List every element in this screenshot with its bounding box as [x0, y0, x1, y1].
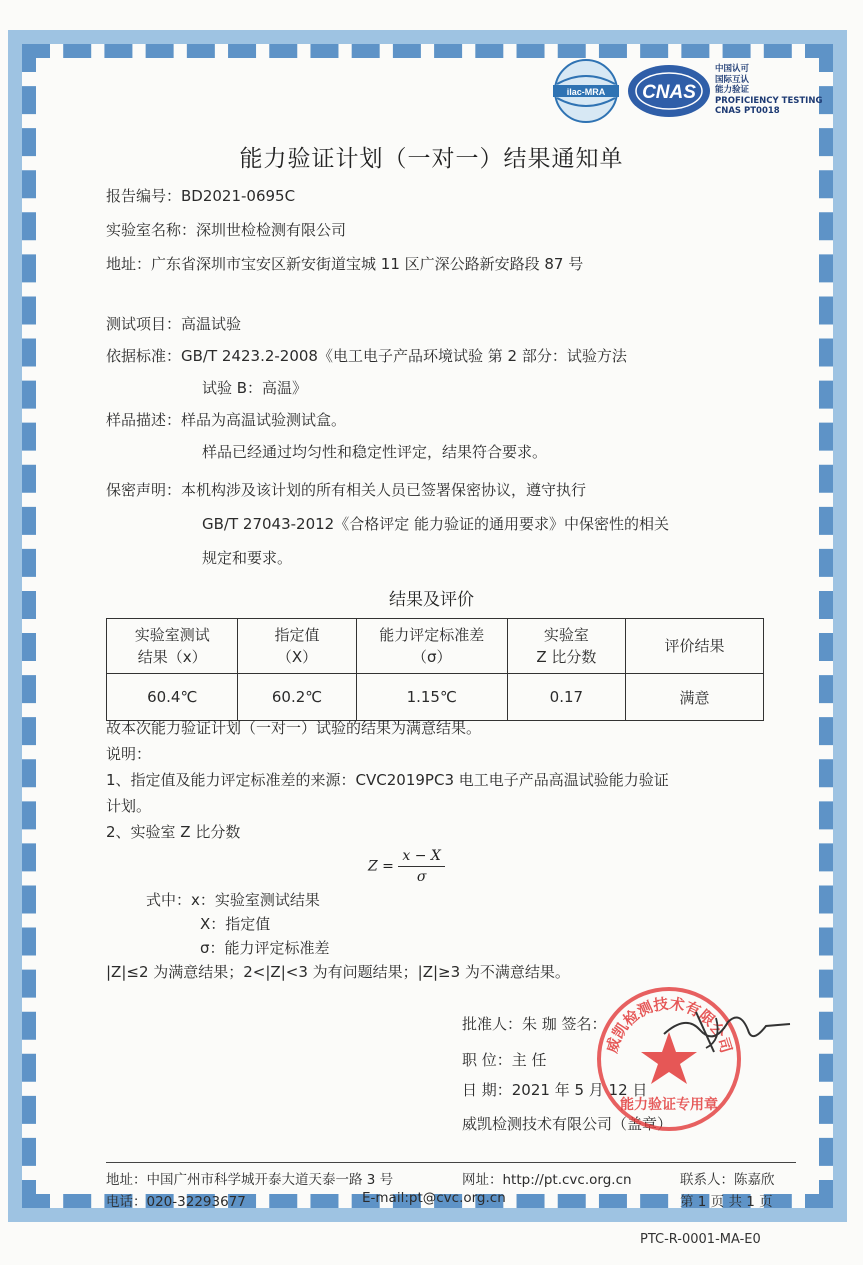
sample-description-1: 样品描述：样品为高温试验测试盒。 — [106, 411, 347, 429]
standard-line-2: 试验 B：高温》 — [202, 379, 308, 397]
document-id: PTC-R-0001-MA-E0 — [640, 1232, 761, 1247]
handwritten-signature-icon — [656, 1000, 796, 1060]
svg-text:CNAS: CNAS — [642, 82, 696, 103]
legend-assigned-x: X：指定值 — [200, 915, 271, 933]
z-criteria: |Z|≤2 为满意结果；2<|Z|<3 为有问题结果；|Z|≥3 为不满意结果。 — [106, 963, 570, 981]
note-1-line-2: 计划。 — [106, 797, 152, 815]
cell-lab-result: 60.4℃ — [107, 674, 238, 721]
accreditation-logos — [549, 58, 823, 126]
lab-address: 地址：广东省深圳市宝安区新安街道宝城 11 区广深公路新安路段 87 号 — [106, 255, 584, 273]
conclusion: 故本次能力验证计划（一对一）试验的结果为满意结果。 — [106, 719, 482, 737]
secrecy-statement-1: 保密声明：本机构涉及该计划的所有相关人员已签署保密协议，遵守执行 — [106, 481, 587, 499]
test-item: 测试项目：高温试验 — [106, 315, 242, 333]
svg-text:ilac-MRA: ilac-MRA — [566, 87, 606, 97]
header-assigned-value: 指定值 （X） — [238, 619, 356, 674]
secrecy-statement-2: GB/T 27043-2012《合格评定 能力验证的通用要求》中保密性的相关 — [202, 515, 669, 533]
formula-fraction — [398, 848, 445, 885]
z-score-formula — [368, 848, 445, 885]
header-standard-deviation: 能力评定标准差 （σ） — [356, 619, 507, 674]
legend-x: 式中：x：实验室测试结果 — [146, 891, 320, 909]
cell-assigned-value: 60.2℃ — [238, 674, 356, 721]
approver-position: 职 位：主 任 — [462, 1051, 547, 1069]
formula-numerator: x − X — [398, 848, 445, 867]
footer-address: 地址：中国广州市科学城开泰大道天泰一路 3 号 — [106, 1172, 394, 1188]
report-number: 报告编号：BD2021-0695C — [106, 187, 296, 205]
results-heading: 结果及评价 — [389, 590, 474, 610]
svg-text:能力验证专用章: 能力验证专用章 — [620, 1097, 718, 1113]
note-2: 2、实验室 Z 比分数 — [106, 823, 241, 841]
header-z-score: 实验室 Z 比分数 — [507, 619, 625, 674]
document-page — [44, 52, 823, 1210]
ilac-mra-logo-icon — [549, 58, 623, 124]
footer-page-number: 第 1 页 共 1 页 — [680, 1194, 773, 1210]
footer-website: 网址：http://pt.cvc.org.cn — [462, 1172, 632, 1188]
svg-text:威凯检测技术有限公司: 威凯检测技术有限公司 — [602, 994, 736, 1056]
header-lab-result: 实验室测试 结果（x） — [107, 619, 238, 674]
approval-date: 日 期：2021 年 5 月 12 日 — [462, 1081, 648, 1099]
results-table — [106, 618, 764, 721]
footer-contact: 联系人：陈嘉欣 — [680, 1172, 775, 1188]
footer-divider — [106, 1162, 796, 1163]
standard-line-1: 依据标准：GB/T 2423.2-2008《电工电子产品环境试验 第 2 部分：试验方法 — [106, 347, 627, 365]
legend-sigma: σ：能力评定标准差 — [200, 939, 330, 957]
footer-email: E-mail:pt@cvc.org.cn — [362, 1190, 506, 1206]
notes-heading: 说明： — [106, 745, 152, 763]
footer-phone: 电话：020-32293677 — [106, 1194, 246, 1210]
note-1-line-1: 1、指定值及能力评定标准差的来源：CVC2019PC3 电工电子产品高温试验能力验证 — [106, 771, 669, 789]
formula-denominator: σ — [416, 869, 427, 885]
cell-standard-deviation: 1.15℃ — [356, 674, 507, 721]
secrecy-statement-3: 规定和要求。 — [202, 549, 293, 567]
cell-evaluation: 满意 — [626, 674, 764, 721]
cnas-logo-icon — [627, 64, 711, 118]
table-header-row — [107, 619, 764, 674]
sample-description-2: 样品已经通过均匀性和稳定性评定，结果符合要求。 — [202, 443, 548, 461]
lab-name: 实验室名称：深圳世检检测有限公司 — [106, 221, 347, 239]
table-row — [107, 674, 764, 721]
approver: 批准人：朱 珈 签名： — [462, 1015, 607, 1033]
cnas-logo-caption: 中国认可 国际互认 能力验证 PROFICIENCY TESTING CNAS PT0018 — [715, 64, 823, 116]
formula-lhs: Z = — [368, 858, 394, 875]
document-title: 能力验证计划（一对一）结果通知单 — [239, 146, 624, 172]
cell-z-score: 0.17 — [507, 674, 625, 721]
issuing-organization: 威凯检测技术有限公司（盖章） — [462, 1115, 673, 1133]
header-evaluation: 评价结果 — [626, 619, 764, 674]
